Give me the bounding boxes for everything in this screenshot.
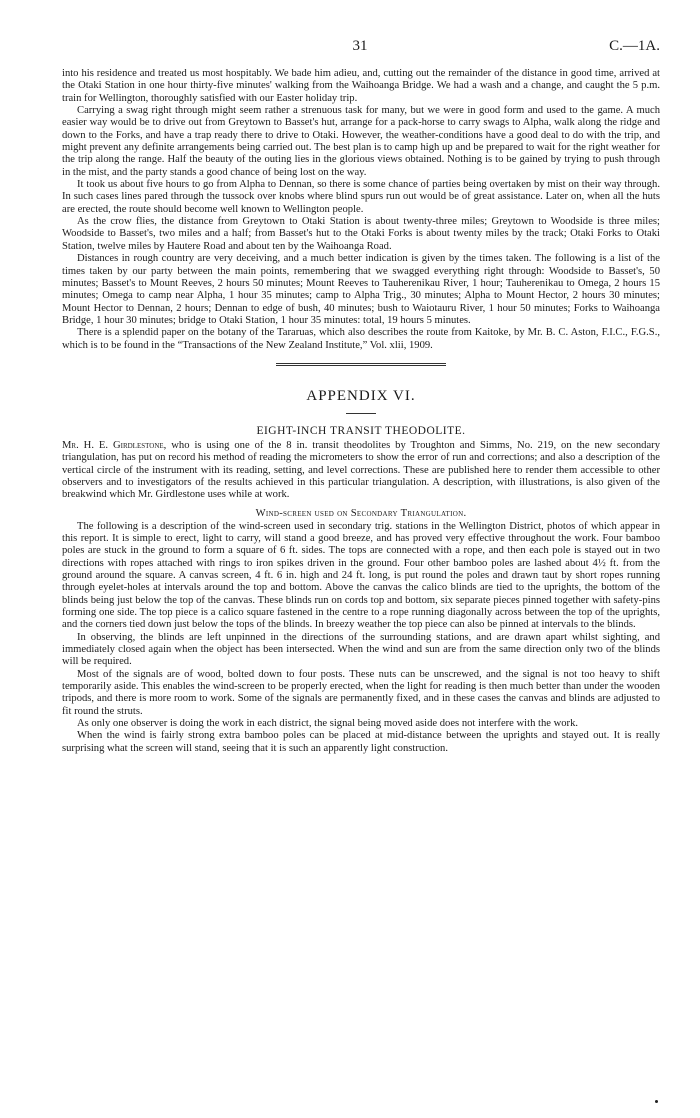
paragraph: Distances in rough country are very deceiving, and a much better indication is given by the times taken. The following is a list of the times taken by our party between the main points, remembering that we swagged everything right through: Woodside to Basset's, 50 minutes; Basset's to Mount Reeves, 2 hours 50 minutes; Mount Reeves to Tauherenikau River, 1 hour; Tauherenikau to Omega, 2 hours 15 minutes; Omega to camp near Alpha, 1 hour 35 minutes; camp to Alpha Trig., 30 minutes; Alpha to Mount Hector, 2 hours 30 minutes; Mount Hector to Dennan, 2 hours; Dennan to edge of bush, 40 minutes; bush to Waiotauru River, 1 hour 50 minutes; Forks to Waihoanga Bridge, 1 hour 30 minutes; bridge to Otaki Station, 1 hour 35 minutes: total, 19 hours 5 minutes. xyxy=(62,253,660,326)
title-rule xyxy=(346,413,376,414)
document-reference: C.—1A. xyxy=(609,38,660,54)
paragraph: into his residence and treated us most hospitably. We bade him adieu, and, cutting out the remainder of the distance in good time, arrived at the Otaki Station in one hour thirty-five minutes' walking from the Waihoanga Bridge. We had a wash and a change, and caught the 5 p.m. train for Wellington, thoroughly satisfied with our Easter holiday trip. xyxy=(62,68,660,104)
appendix-title: APPENDIX VI. xyxy=(306,387,416,404)
subsection-title: Wind-screen used on Secondary Triangulation. xyxy=(255,507,467,519)
paragraph: It took us about five hours to go from Alpha to Dennan, so there is some chance of parties being overtaken by mist on their way through. In such cases lines pared through the tussock over knobs where blind spurs run out would be of great assistance. Later on, when all the huts are erected, the route should become well known to Wellington people. xyxy=(62,179,660,215)
section-title: EIGHT-INCH TRANSIT THEODOLITE. xyxy=(256,424,466,437)
paragraph: There is a splendid paper on the botany of the Tararuas, which also describes the route from Kaitoke, by Mr. B. C. Aston, F.I.C., F.G.S., which is to be found in the “Transactions of the New Zealand Institute,” Vol. xlii, 1909. xyxy=(62,327,660,351)
paragraph: As the crow flies, the distance from Greytown to Otaki Station is about twenty-three miles; Greytown to Woodside is three miles; Woodside to Basset's, two miles and a half; from Basset's hut to the Otaki Forks is about twenty miles by the track; Otaki Forks to Otaki Station, twelve miles by Hautere Road and about ten by the Waihoanga Road. xyxy=(62,216,660,252)
page-header xyxy=(60,38,660,58)
body-text xyxy=(62,68,660,755)
paragraph: In observing, the blinds are left unpinned in the directions of the surrounding stations, and are drawn apart whilst sighting, and immediately closed again when the object has been intersected. When the wind and sun are from the same direction only two of the blinds will be required. xyxy=(62,631,660,668)
paragraph: As only one observer is doing the work in each district, the signal being moved aside does not interfere with the work. xyxy=(77,718,579,730)
page-number: 31 xyxy=(352,38,368,54)
ink-speck xyxy=(655,1100,658,1103)
paragraph: Most of the signals are of wood, bolted down to four posts. These nuts can be unscrewed, and the signal is not too heavy to shift temporarily aside. This enables the wind-screen to be properly erected, when the light for reading is then much better than under the wooden tripods, and there is more room to work. Some of the signals are permanently fixed, and in these cases the canvas and blinds are adjusted to fit round the struts. xyxy=(62,668,660,717)
paragraph: Carrying a swag right through might seem rather a strenuous task for many, but we were in good form and used to the game. A much easier way would be to drive out from Greytown to Basset's hut, arrange for a pack-horse to carry swags to Alpha, walk along the ridge and down to the Forks, and have a trap ready there to drive to Otaki. However, the weather-conditions have a good deal to do with the trip, and might prevent any definite arrangements being carried out. The best plan is to camp high up and be prepared to wait for the right weather for the trip along the range. Half the beauty of the outing lies in the glorious views obtained. Nothing is to be gained by trying to push through in the mist, and the party stands a good chance of being lost on the way. xyxy=(62,105,660,178)
section-divider xyxy=(276,363,446,366)
paragraph: The following is a description of the wind-screen used in secondary trig. stations in the Wellington District, photos of which appear in this report. It is simple to erect, light to carry, will stand a good breeze, and has proved very effective throughout the work. Four bamboo poles are stuck in the ground to form a square of 6 ft. sides. The tops are connected with a rope, and then each pole is stayed out in two directions with ropes attached with rings to iron spikes driven in the ground. Four other bamboo poles are lashed about 4½ ft. from the ground around the square. A canvas screen, 4 ft. 6 in. high and 24 ft. long, is put round the poles and drawn taut by short ropes running through eyelet-holes at intervals around the top and bottom. Above the canvas the calico blinds are tied to the uprights, the bottom of the blinds being just below the top of the canvas. These blinds run on cords top and bottom, six separate pieces pinned together with safety-pins forming one side. The top piece is a calico square fastened in the centre to a rope running diagonally across between the top of the uprights, and the corners tied down just below the tops of the blinds. In breezy weather the top piece can also be pinned at intervals to the blinds. xyxy=(62,520,660,631)
paragraph: When the wind is fairly strong extra bamboo poles can be placed at mid-distance between the uprights and stayed out. It is really surprising what the screen will stand, seeing that it is such an apparently light construction. xyxy=(62,730,660,754)
section-intro-text: who is using one of the 8 in. transit theodolites by Troughton and Simms, No. 219, on the new secondary triangulation, has put on record his method of reading the micrometers to show the error of run and corrections; and also a description of the vertical circle of the instrument with its reading, setting, and level corrections. These are published here to render them accessible to other observers and to investigators of the results achieved in this particular triangulation. A description, with illustrations, is also given of the breakwind which Mr. Girdlestone uses while at work. xyxy=(62,439,661,501)
section-intro xyxy=(62,440,660,502)
author-name: Mr. H. E. Girdlestone, xyxy=(62,439,167,451)
